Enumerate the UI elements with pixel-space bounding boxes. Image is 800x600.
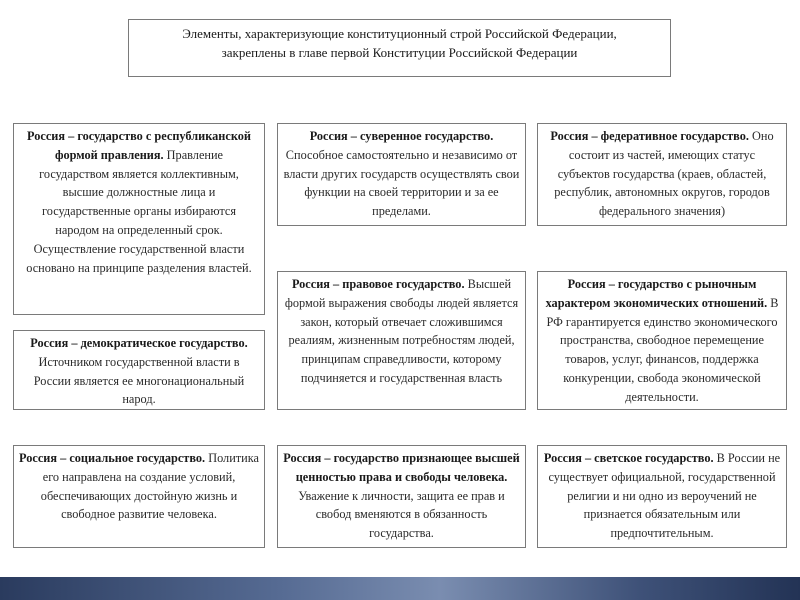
box-heading: Россия – государство с республиканской формой правления. (27, 129, 251, 162)
box-heading: Россия – правовое государство. (291, 277, 465, 291)
box-heading: Россия – социальное государство. (19, 451, 206, 465)
slide-bottom-band (0, 577, 800, 600)
box-heading: Россия – суверенное государство. (309, 129, 494, 143)
box-body: В России не существует официальной, государственной религии и ни одно из вероучений не признается обязательным или предпочтительным. (548, 451, 781, 541)
box-body: Способное самостоятельно и независимо от власти других государств осуществлять свои функции на своей территории и за ее пределами. (283, 147, 520, 219)
box-heading: Россия – светское государство. (543, 451, 714, 465)
box-social-state (13, 445, 265, 548)
box-federal-state (537, 123, 787, 226)
title-line-1: Элементы, характеризующие конституционный строй Российской Федерации, (182, 26, 617, 41)
box-body: Источником государственной власти в России является ее многонациональный народ. (33, 354, 245, 407)
box-market-economy (537, 271, 787, 410)
box-heading: Россия – государство признающее высшей ценностью права и свободы человека. (283, 451, 520, 484)
box-body: Оно состоит из частей, имеющих статус субъектов государства (краев, областей, республик, автономных округов, городов федерального значения) (554, 129, 774, 219)
box-sovereign-state (277, 123, 526, 226)
diagram-title-box (128, 19, 671, 77)
box-republican-form (13, 123, 265, 315)
box-democratic-state (13, 330, 265, 410)
box-human-rights (277, 445, 526, 548)
box-body: Политика его направлена на создание условий, обеспечивающих достойную жизнь и свободное развитие человека. (40, 451, 259, 522)
title-line-2: закреплены в главе первой Конституции Российской Федерации (221, 45, 578, 60)
box-heading: Россия – государство с рыночным характером экономических отношений. (545, 277, 768, 310)
box-heading: Россия – демократическое государство. (30, 336, 248, 350)
box-body: В РФ гарантируется единство экономического пространства, свободное перемещение товаров, услуг, финансов, поддержка конкуренции, свобода экономической деятельности. (546, 295, 779, 404)
box-legal-state (277, 271, 526, 410)
box-body: Высшей формой выражения свободы людей является закон, который отвечает сложившимся реалиям, жизненным потребностям людей, принципам справедливости, которому подчиняется и государственная власть (284, 277, 519, 385)
box-heading: Россия – федеративное государство. (550, 129, 749, 143)
box-body: Уважение к личности, защита ее прав и свобод вменяются в обязанность государства. (298, 488, 505, 541)
box-body: Правление государством является коллективным, высшие должностные лица и государственные органы избираются народом на определенный срок. Осуществление государственной власти основано на принципе разделения властей. (26, 147, 252, 275)
box-secular-state (537, 445, 787, 548)
